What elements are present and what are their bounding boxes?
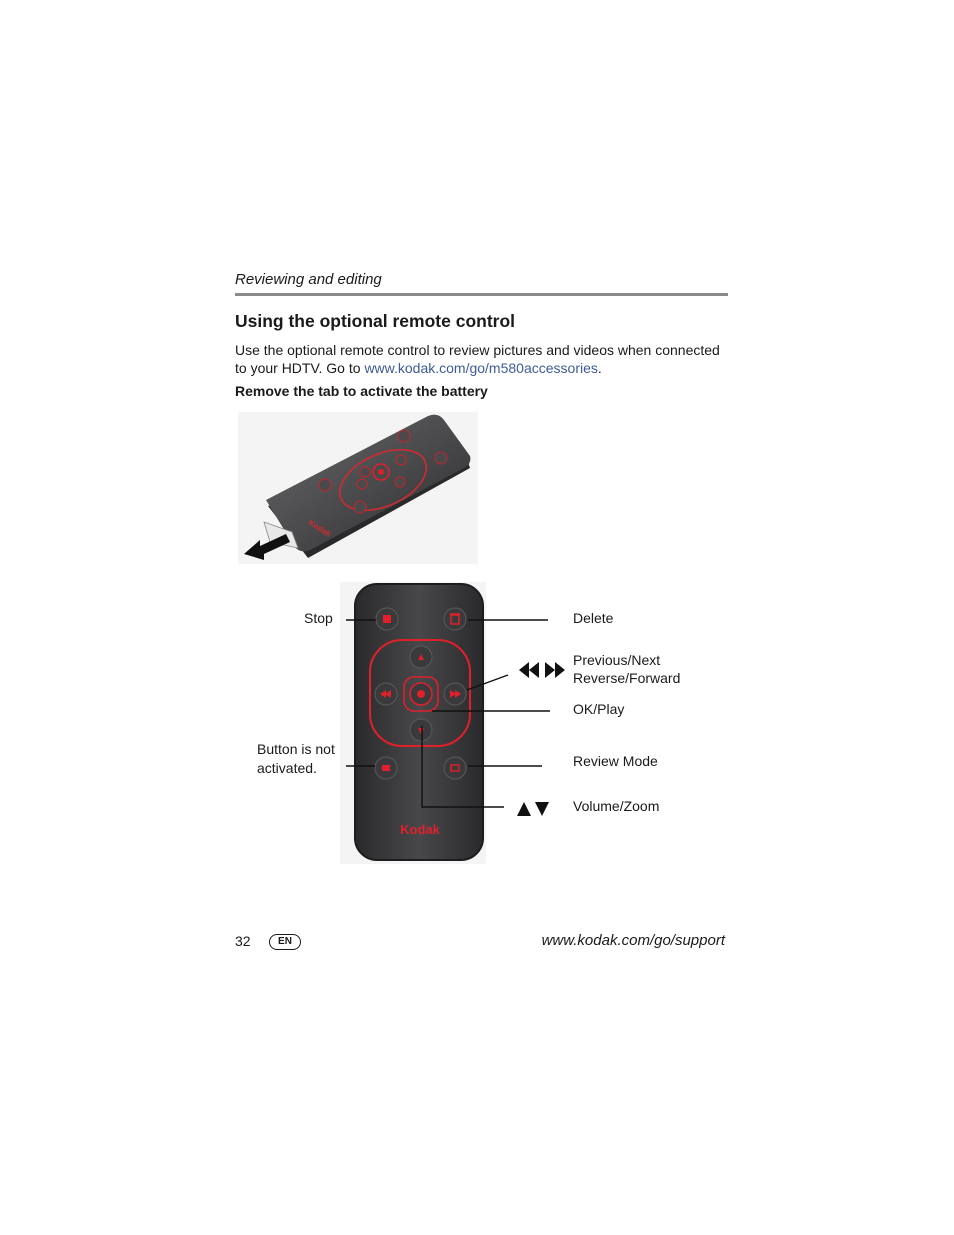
illustration-brand-text: Kodak: [306, 518, 333, 539]
page-number: 32: [235, 933, 251, 949]
volume-zoom-arrows-icon: [516, 800, 552, 818]
label-review-mode: Review Mode: [573, 753, 658, 769]
label-volume-zoom: Volume/Zoom: [573, 798, 660, 814]
label-ok-play: OK/Play: [573, 701, 625, 717]
section-title: Using the optional remote control: [235, 311, 516, 331]
intro-paragraph: Use the optional remote control to review pictures and videos when connected to your HDTV. Go to www.kodak.com/go/m580accessories.: [235, 342, 720, 376]
footer-support-url: www.kodak.com/go/support: [541, 932, 725, 949]
language-badge: EN: [269, 934, 301, 950]
remote-brand-logo: Kodak: [400, 822, 440, 837]
label-not-activated-2: activated.: [257, 760, 317, 776]
prev-next-arrows-icon: [518, 660, 566, 680]
label-previous-next: Previous/Next: [573, 652, 661, 668]
callout-lines: [340, 600, 560, 820]
label-reverse-forward: Reverse/Forward: [573, 670, 681, 686]
header-rule: [235, 293, 728, 296]
label-delete: Delete: [573, 610, 614, 626]
running-header: Reviewing and editing: [235, 271, 382, 288]
label-stop: Stop: [304, 610, 333, 626]
battery-subheading: Remove the tab to activate the battery: [235, 383, 488, 399]
accessories-link[interactable]: www.kodak.com/go/m580accessories: [364, 360, 598, 376]
remote-tab-illustration: [238, 412, 478, 564]
label-not-activated-1: Button is not: [257, 741, 335, 757]
